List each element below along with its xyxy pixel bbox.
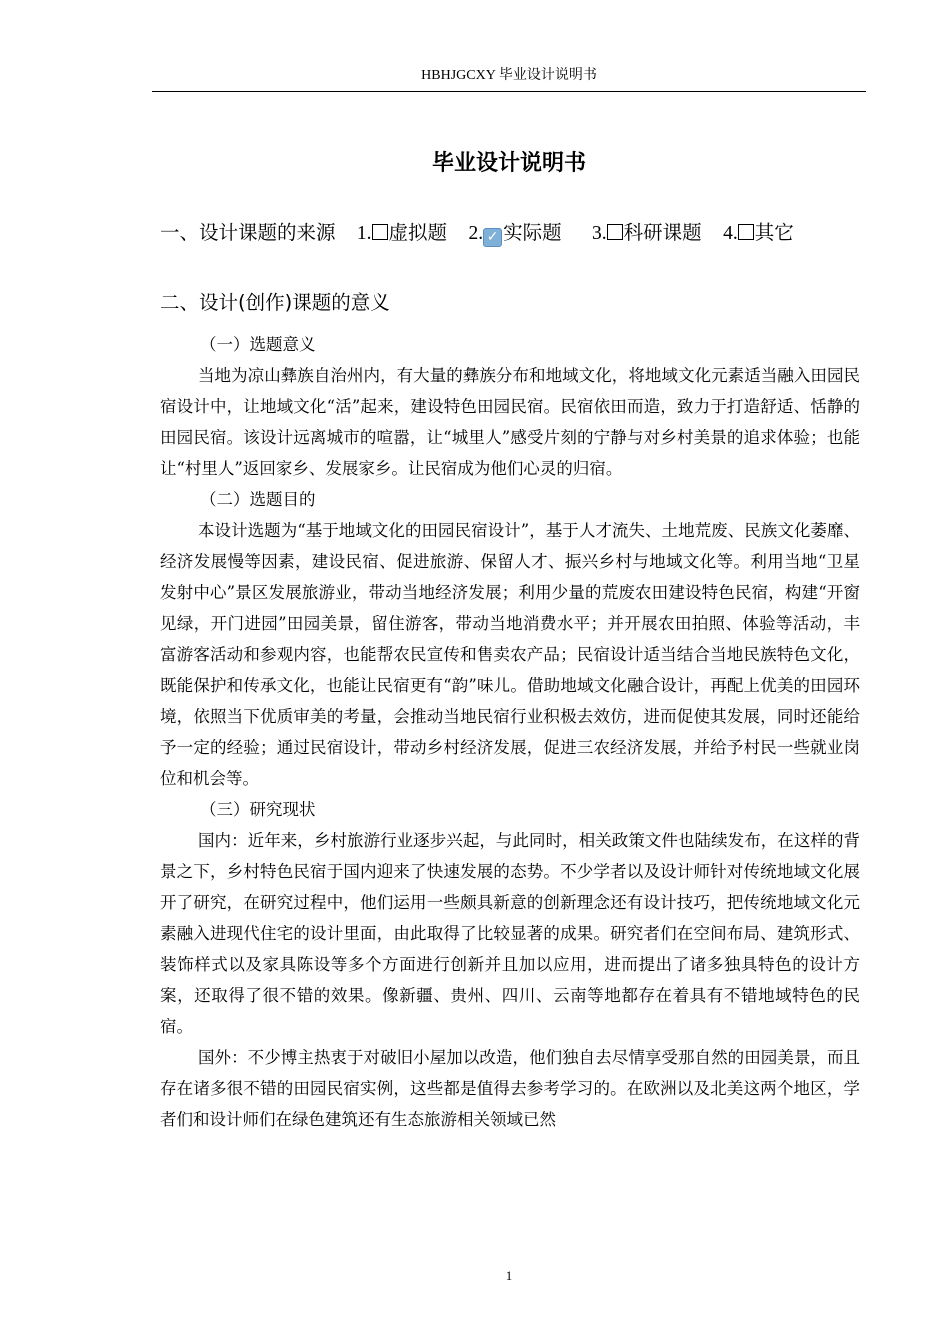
option-virtual: 1. 虚拟题 xyxy=(356,221,448,244)
unchecked-box-icon xyxy=(738,224,754,240)
document-title: 毕业设计说明书 xyxy=(431,151,586,176)
paragraph-significance: 当地为凉山彝族自治州内，有大量的彝族分布和地域文化，将地域文化元素适当融入田园民宿设计中，让地域文化“活”起来，建设特色田园民宿。民宿依田而造，致力于打造舒适、恬静的田园民宿。该设计远离城市的喧嚣，让“城里人”感受片刻的宁静与对乡村美景的追求体验；也能让“村里人”返回家乡、发展家乡。让民宿成为他们心灵的归宿。 xyxy=(160,366,860,478)
section-1-label: 一、设计课题的来源 xyxy=(160,221,336,244)
checked-box-icon: ✓ xyxy=(483,228,502,247)
option-research: 3. 科研课题 xyxy=(592,221,702,244)
subheading-significance: （一）选题意义 xyxy=(200,335,316,354)
page-header: HBHJGCXY 毕业设计说明书 xyxy=(421,68,597,83)
subheading-purpose: （二）选题目的 xyxy=(200,490,316,509)
paragraph-domestic: 国内：近年来，乡村旅游行业逐步兴起，与此同时，相关政策文件也陆续发布，在这样的背景之下，乡村特色民宿于国内迎来了快速发展的态势。不少学者以及设计师针对传统地域文化展开了研究，在研究过程中，他们运用一些颇具新意的创新理念还有设计技巧，把传统地域文化元素融入进现代住宅的设计里面，由此取得了比较显著的成果。研究者们在空间布局、建筑形式、装饰样式以及家具陈设等多个方面进行创新并且加以应用，进而提出了诸多独具特色的设计方案，还取得了很不错的效果。像新疆、贵州、四川、云南等地都存在着具有不错地域特色的民宿。 xyxy=(160,831,860,1036)
section-2-body xyxy=(160,329,860,1135)
subheading-research-status: （三）研究现状 xyxy=(200,800,316,819)
unchecked-box-icon xyxy=(607,224,623,240)
paragraph-foreign: 国外：不少博主热衷于对破旧小屋加以改造，他们独自去尽情享受那自然的田园美景，而且存在诸多很不错的田园民宿实例，这些都是值得去参考学习的。在欧洲以及北美这两个地区，学者们和设计师们在绿色建筑还有生态旅游相关领域已然 xyxy=(160,1048,860,1129)
section-1-topic-source xyxy=(160,218,880,249)
option-actual: 2. ✓ 实际题 xyxy=(468,221,562,245)
page-number: 1 xyxy=(505,1268,513,1283)
header-rule xyxy=(152,91,866,92)
paragraph-purpose: 本设计选题为“基于地域文化的田园民宿设计”，基于人才流失、土地荒废、民族文化萎靡、经济发展慢等因素，建设民宿、促进旅游、保留人才、振兴乡村与地域文化等。利用当地“卫星发射中心”景区发展旅游业，带动当地经济发展；利用少量的荒废农田建设特色民宿，构建“开窗见绿，开门进园”田园美景，留住游客，带动当地消费水平；并开展农田拍照、体验等活动，丰富游客活动和参观内容，也能帮农民宣传和售卖农产品；民宿设计适当结合当地民族特色文化，既能保护和传承文化，也能让民宿更有“韵”味儿。借助地域文化融合设计，再配上优美的田园环境，依照当下优质审美的考量，会推动当地民宿行业积极去效仿，进而促使其发展，同时还能给予一定的经验；通过民宿设计，带动乡村经济发展，促进三农经济发展，并给予村民一些就业岗位和机会等。 xyxy=(160,521,860,788)
section-2-heading: 二、设计(创作)课题的意义 xyxy=(160,291,390,314)
option-other: 4. 其它 xyxy=(723,221,794,244)
unchecked-box-icon xyxy=(372,224,388,240)
